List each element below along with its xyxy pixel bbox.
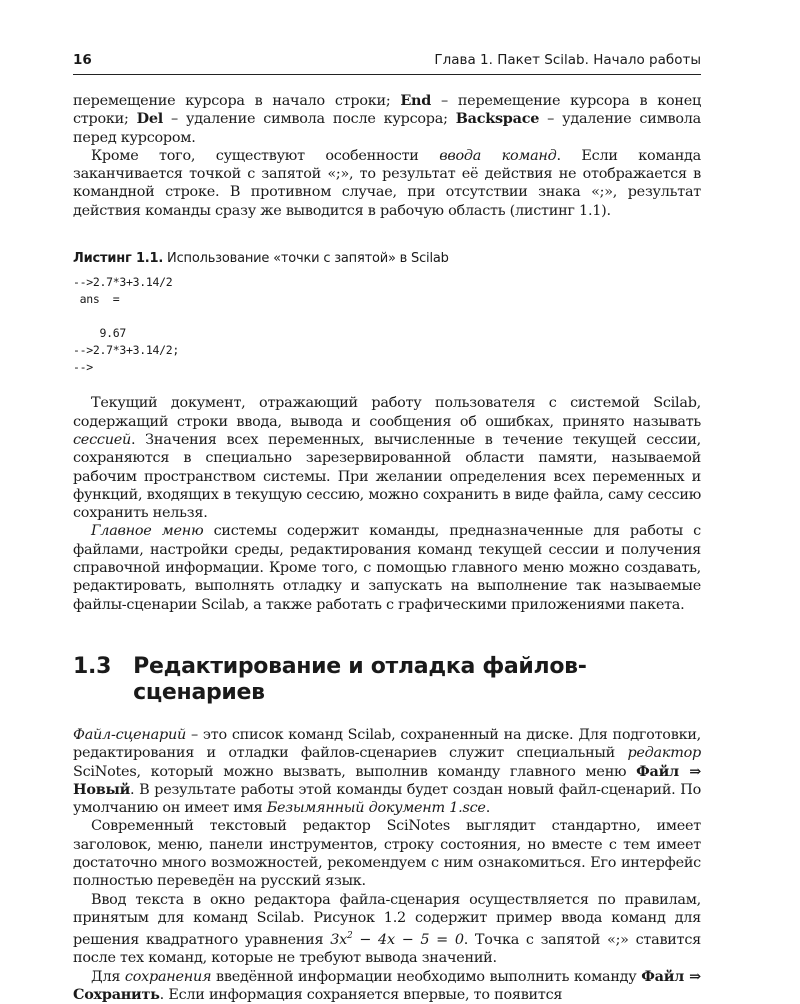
page-number: 16 [73,52,92,68]
text: Текущий документ, отражающий работу пользователя с системой Scilab, содержащий строки ввода, вывода и сообщения об ошибках, принято называть [73,395,701,430]
key-del: Del [136,110,163,128]
text: – перемещение курсора в конец строки; [73,93,701,128]
text: Кроме того, существуют особенности [91,147,440,164]
term-saving: сохранения [124,968,212,985]
text: . В результате работы этой команды будет создан новый файл-сценарий. По умолчанию он имеет имя [73,781,701,817]
default-file-name: Безымянный документ 1.sce [266,800,486,817]
code-listing: -->2.7*3+3.14/2 ans = 9.67 -->2.7*3+3.14/2; --> [73,275,179,375]
book-page [73,0,702,1003]
text: введённой информации необходимо выполнить команду [211,968,642,985]
paragraph-command-input [73,147,701,220]
term-editor: редактор [627,745,701,762]
text: . Значения всех переменных, вычисленные в течение текущей сессии, сохраняются в специально зарезервированной области памяти, называемой рабочим пространством системы. При желании определения всех переменных и функций, входящих в текущую сессию, можно сохранить в виде файла, саму сессию сохранить нельзя. [73,431,701,522]
equation [330,932,464,948]
term-command-input: ввода команд [439,147,557,164]
header-rule [73,74,701,75]
key-backspace: Backspace [455,110,540,128]
text: . Если информация сохраняется впервые, то появится [159,986,563,1003]
chapter-title: Глава 1. Пакет Scilab. Начало работы [434,52,701,68]
paragraph-main-menu [73,522,701,613]
term-script-file: Файл-сценарий [73,726,186,743]
running-header [73,52,701,70]
menu-path-save: Файл ⇒ Сохранить [73,967,701,1003]
menu-path-new: Файл ⇒ Новый [73,762,701,798]
text: . [485,800,491,817]
text: Ввод текста в окно редактора файла-сценария осуществляется по правилам, принятым для команд Scilab. Рисунок 1.2 содержит пример ввода команд для решения квадратного уравнения [73,891,701,948]
text: – это список команд Scilab, сохраненный на диске. Для подготовки, редактирования и отладки файлов-сценариев служит специальный [73,726,701,762]
section-number: 1.3 [73,653,112,679]
listing-caption [73,250,701,268]
text: – удаление символа перед курсором. [73,111,702,146]
text: SciNotes, который можно вызвать, выполнив команду главного меню [73,763,637,780]
text: . Если команда заканчивается точкой с запятой «;», то результат её действия не отображается в командной строке. В противном случае, при отсутствии знака «;», результат действия команды сразу же выводится в рабочую область (листинг 1.1). [73,147,701,219]
term-session: сессией [73,431,131,448]
paragraph-text-input [73,891,701,968]
equation-part: − 4x − 5 = 0 [352,932,464,948]
paragraph-script-file [73,726,701,817]
page-body [73,92,701,1004]
paragraph-saving [73,968,701,1004]
term-main-menu: Главное меню [91,523,204,540]
listing-title: Использование «точки с запятой» в Scilab [163,251,449,267]
equation-exponent: 2 [347,931,353,942]
paragraph-keys [73,92,701,147]
text: Для [91,968,125,985]
paragraph-session [73,394,701,522]
key-end: End [400,92,432,109]
section-title: Редактирование и отладка файлов-сценариев [133,653,587,705]
text: – удаление символа после курсора; [162,111,456,128]
text: Современный текстовый редактор SciNotes выглядит стандартно, имеет заголовок, меню, панели инструментов, строку состояния, но вместе с тем имеет достаточно много возможностей, рекомендуем с ним ознакомиться. Его интерфейс полностью переведён на русский язык. [73,818,701,890]
text: . Точка с запятой «;» ставится после тех команд, которые не требуют вывода значений. [73,932,701,967]
listing-label: Листинг 1.1. [73,251,164,267]
equation-part: 3x [330,932,348,948]
text: системы содержит команды, предназначенные для работы с файлами, настройки среды, редактирования команд текущей сессии и получения справочной информации. Кроме того, с помощью главного меню можно создавать, редактировать, выполнять отладку и запускать на выполнение так называемые файлы-сценарии Scilab, а также работать с графическими приложениями пакета. [73,523,701,613]
paragraph-scinotes [73,817,701,890]
text: перемещение курсора в начало строки; [73,93,401,109]
section-heading [73,654,701,706]
